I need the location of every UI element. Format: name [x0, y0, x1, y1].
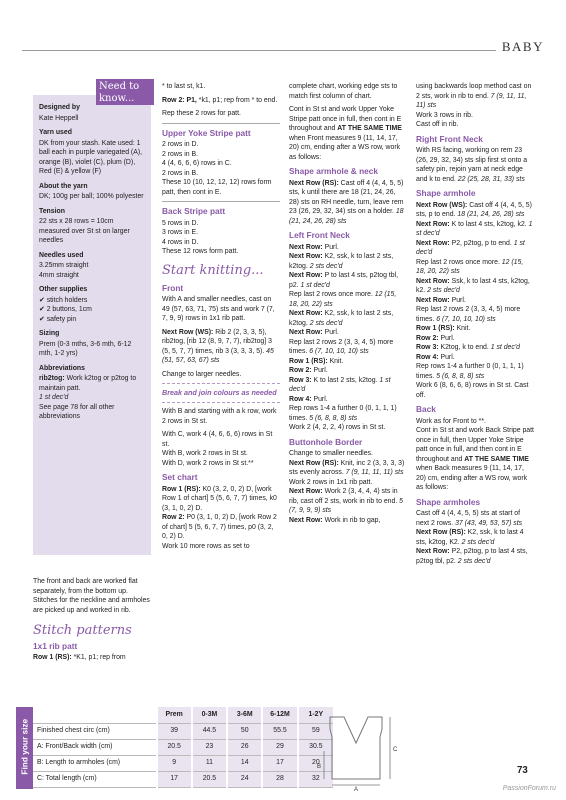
table-row: A: Front/Back width (cm) 20.5 23 26 29 30.5 — [33, 739, 333, 755]
tension: Tension 22 sts x 28 rows = 10cm measured over St st on larger needles — [39, 207, 130, 245]
size-table: Prem 0-3M 3-6M 6-12M 1-2Y Finished chest circ (cm) 39 44.5 50 55.5 59 A: Front/Back width (cm) 20.5 23 26 29 30.5 B: Length to armholes (cm) 9 11 14 17 20 C: Total length (cm) 17 20.5 24 28 32 — [33, 707, 333, 788]
right-front-neck-heading: Right Front Neck — [416, 133, 483, 144]
back-heading: Back — [416, 404, 436, 415]
page-header — [0, 36, 566, 58]
back-stripe-heading: Back Stripe patt — [162, 206, 226, 217]
needles-used: Needles used 3.25mm straight 4mm straight — [39, 251, 89, 279]
need-to-know-sidebar — [33, 95, 151, 555]
column-3: complete chart, working edge sts to match first column of chart. Cont in St st and work Upper Yoke Stripe patt once in full, then cont in E throughout and AT THE SAME TIME when Front measures 9 (11, 14, 17, 20) cm, ending after a WS row, work as follows: Shape armhole & neck Next Row (RS): Cast off 4 (4, 4, 5, 5) sts, k until there are 18 (21, 24, 26, 28) sts on RH needle, turn, leave rem 23 (26, 29, 32, 34) sts on a holder. 18 (21, 24, 26, 28) sts Left Front Neck Next Row: Purl. Next Row: K2, ssk, k to last 2 sts, k2tog. 2 sts dec'd Next Row: P to last 4 sts, p2tog tbl, p2. 1 st dec'd Rep last 2 rows once more. 12 (15, 18, 20, 22) sts Next Row: K2, ssk, k to last 2 sts, k2tog. 2 sts dec'd Next Row: Purl. Rep last 2 rows 2 (3, 3, 4, 5) more times. 6 (7, 10, 10, 10) sts Row 1 (RS): Knit. Row 2: Purl. Row 3: K to last 2 sts, k2tog. 1 st dec'd Row 4: Purl. Rep rows 1-4 a further 0 (0, 1, 1, 1) times. 5 (6, 8, 8, 8) sts Work 2 (4, 2, 2, 4) rows in St st. Buttonhole Border Change to smaller needles. Next Row (RS): Knit, inc 2 (3, 3, 3, 3) sts evenly across. 7 (9, 11, 11, 11) sts Work 2 rows in 1x1 rib patt. Next Row: Work 2 (3, 4, 4, 4) sts in rib, cast off 2 sts, work in rib to end. 5 (7, 9, 9, 9) sts Next Row: Work in rib to gap, — [289, 82, 407, 529]
upper-yoke-heading: Upper Yoke Stripe patt — [162, 127, 251, 138]
sizing: Sizing Prem (0-3 mths, 3-6 mth, 6-12 mth, 1-2 yrs) — [39, 330, 132, 358]
other-supplies: Other supplies ✔ stitch holders ✔ 2 buttons, 1cm ✔ safety pin — [39, 286, 92, 323]
front-heading: Front — [162, 282, 184, 293]
about-yarn: About the yarn DK; 100g per ball; 100% polyester — [39, 182, 144, 201]
set-chart-heading: Set chart — [162, 472, 198, 483]
intro-column: The front and back are worked flat separately, from the bottom up. Stitches for the neckline and armholes are picked up and worked in rib. Stitch patterns 1x1 rib patt Row 1 (RS): *K1, p1; rep from — [33, 578, 150, 661]
vest-schematic — [316, 707, 404, 791]
shape-armhole-heading: Shape armhole — [416, 188, 476, 199]
table-row: Finished chest circ (cm) 39 44.5 50 55.5 59 — [33, 723, 333, 739]
svg-text:B: B — [317, 764, 322, 770]
need-to-know-tag: Need to know... — [96, 79, 154, 105]
section-title: BABY — [501, 39, 544, 54]
buttonhole-border-heading: Buttonhole Border — [289, 436, 363, 447]
rib-heading: 1x1 rib patt — [33, 641, 78, 652]
svg-text:C: C — [393, 747, 398, 753]
yarn-used: Yarn used DK from your stash. Kate used: 1 ball each in purple variegated (A), orange (B), violet (C), plum (D), Red (E) & yellow (F) — [39, 129, 143, 176]
intro-text: The front and back are worked flat separately, from the bottom up. Stitches for the neckline and armholes are picked up and worked in rib. — [33, 578, 150, 614]
page-number: 73 — [517, 765, 528, 776]
shape-armholes-heading: Shape armholes — [416, 496, 481, 507]
stitch-patterns-heading: Stitch patterns — [33, 623, 132, 639]
break-join-heading: Break and join colours as needed — [162, 388, 277, 398]
table-row: B: Length to armholes (cm) 9 11 14 17 20 — [33, 755, 333, 771]
watermark-text: PassionForum.ru — [502, 785, 556, 792]
size-tab: Find your size — [16, 707, 33, 789]
abbreviations: Abbreviations rib2tog: Work k2tog or p2tog to maintain patt. 1 st dec'd See page 78 for all other abbreviations — [39, 364, 137, 421]
left-front-neck-heading: Left Front Neck — [289, 230, 350, 241]
table-row: C: Total length (cm) 17 20.5 24 28 32 — [33, 771, 333, 787]
shape-armhole-neck-heading: Shape armhole & neck — [289, 166, 378, 177]
header-rule — [22, 50, 496, 51]
start-knitting-heading: Start knitting... — [162, 262, 264, 278]
find-your-size-table — [16, 707, 324, 789]
garment-diagram — [316, 707, 404, 791]
svg-text:A: A — [354, 787, 359, 791]
column-4: using backwards loop method cast on 2 sts, work in rib to end. 7 (9, 11, 11, 11) sts Work 3 rows in rib. Cast off in rib. Right Front Neck With RS facing, working on rem 23 (26, 29, 32, 34) sts slip first st onto a safety pin, rejoin yarn at neck edge and k to end. 22 (25, 28, 31, 33) sts Shape armhole Next Row (WS): Cast off 4 (4, 4, 5, 5) sts, p to end. 18 (21, 24, 26, 28) sts Next Row: K to last 4 sts, k2tog, k2. 1 st dec'd Next Row: P2, p2tog, p to end. 1 st dec'd Rep last 2 rows once more. 12 (15, 18, 20, 22) sts Next Row: Ssk, k to last 4 sts, k2tog, k2. 2 sts dec'd Next Row: Purl. Rep last 2 rows 2 (3, 3, 4, 5) more times. 6 (7, 10, 10, 10) sts Row 1 (RS): Knit. Row 2: Purl. Row 3: K2tog, k to end. 1 st dec'd Row 4: Purl. Rep rows 1-4 a further 0 (0, 1, 1, 1) times. 5 (6, 8, 8, 8) sts Work 6 (8, 6, 6, 8) rows in St st. Cast off. Back Work as for Front to **. Cont in St st and work Back Stripe patt once in full, then Upper Yoke Stripe patt once in full, and then cont in E throughout and AT THE SAME TIME when Back measures 9 (11, 14, 17, 20) cm, ending after a WS row, work as follows: Shape armholes Cast off 4 (4, 4, 5, 5) sts at start of next 2 rows. 37 (43, 49, 53, 57) sts Next Row (RS): K2, ssk, k to last 4 sts, k2tog, K2. 2 sts dec'd Next Row: P2, p2tog, p to last 4 sts, p2tog tbl, p2. 2 sts dec'd — [416, 83, 534, 565]
column-2: * to last st, k1. Row 2: P1, *k1, p1; rep from * to end. Rep these 2 rows for patt. Upper Yoke Stripe patt 2 rows in D. 2 rows in B. 4 (4, 6, 6, 6) rows in C. 2 rows in B. These 10 (10, 12, 12, 12) rows form patt, then cont in E. Back Stripe patt 5 rows in D. 3 rows in E. 4 rows in D. These 12 rows form patt. Start knitting... Front With A and smaller needles, cast on 49 (57, 63, 71, 75) sts and work 7 (7, 7, 9, 9) rows in 1x1 rib patt. Next Row (WS): Rib 2 (2, 3, 3, 5), rib2tog, [rib 12 (8, 9, 7, 7), rib2tog] 3 (5, 5, 7, 7) times, rib 3 (3, 3, 3, 5). 45 (51, 57, 63, 67) sts Change to larger needles. Break and join colours as needed With B and starting with a k row, work 2 rows in St st. With C, work 4 (4, 6, 6, 6) rows in St st. With B, work 2 rows in St st. With D, work 2 rows in St st.** Set chart Row 1 (RS): K0 (3, 2, 0, 2) D, [work Row 1 of chart] 5 (5, 6, 7, 7) times, k0 (3, 1, 0, 2) D. Row 2: P0 (3, 1, 0, 2) D, [work Row 2 of chart] 5 (5, 6, 7, 7) times, p0 (3, 2, 0, 2) D. Work 10 more rows as set to — [162, 82, 280, 555]
designed-by: Designed by Kate Heppell — [39, 104, 80, 122]
